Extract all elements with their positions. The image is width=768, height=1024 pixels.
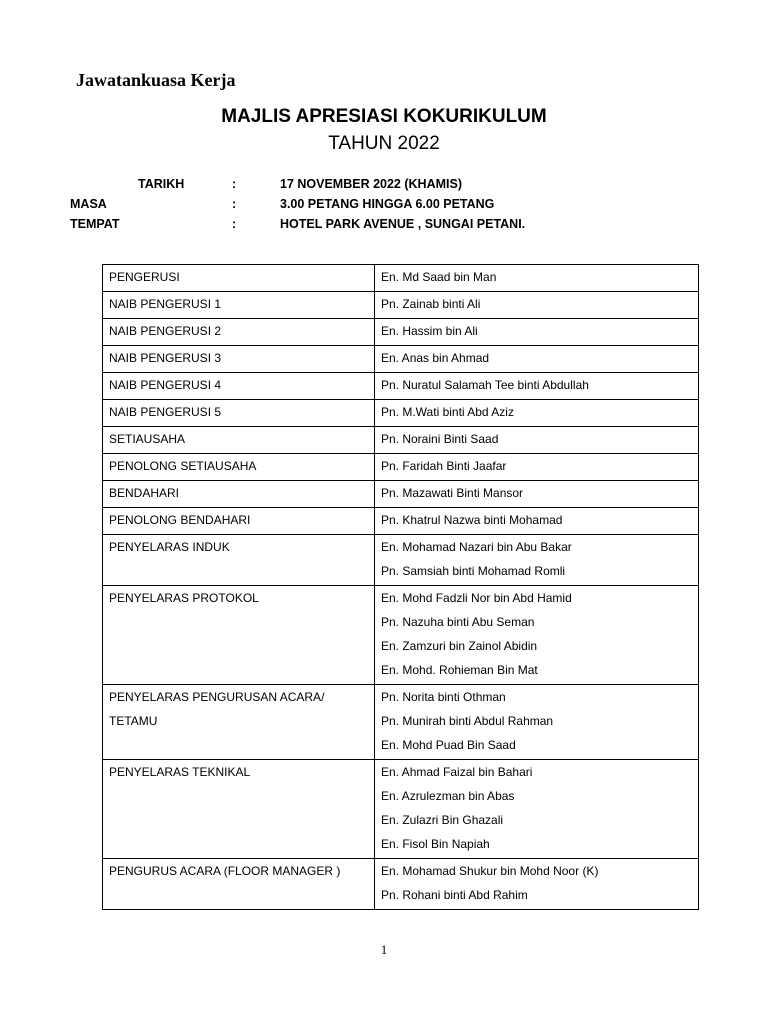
committee-row xyxy=(103,265,699,292)
committee-members-cell xyxy=(375,859,699,910)
page-number: 1 xyxy=(380,942,388,957)
committee-member: En. Mohamad Shukur bin Mohd Noor (K) xyxy=(381,864,599,878)
committee-member: En. Mohd Puad Bin Saad xyxy=(381,738,516,752)
committee-row xyxy=(103,685,699,760)
committee-member: En. Mohd Fadzli Nor bin Abd Hamid xyxy=(381,591,572,605)
committee-members-cell xyxy=(375,400,699,427)
info-colon: : xyxy=(232,197,237,211)
committee-row xyxy=(103,586,699,685)
committee-member: En. Zamzuri bin Zainol Abidin xyxy=(381,639,538,653)
committee-members-cell xyxy=(375,319,699,346)
committee-members-cell xyxy=(375,508,699,535)
committee-role: NAIB PENGERUSI 1 xyxy=(109,297,222,311)
committee-role: NAIB PENGERUSI 5 xyxy=(109,405,222,419)
committee-role-cell xyxy=(103,427,375,454)
committee-role: PENOLONG BENDAHARI xyxy=(109,513,251,527)
committee-member: Pn. Khatrul Nazwa binti Mohamad xyxy=(381,513,563,527)
committee-members-cell xyxy=(375,586,699,685)
info-label: TEMPAT xyxy=(70,217,120,231)
info-value: 17 NOVEMBER 2022 (KHAMIS) xyxy=(280,177,462,191)
committee-row xyxy=(103,400,699,427)
committee-row xyxy=(103,859,699,910)
committee-member: En. Azrulezman bin Abas xyxy=(381,789,515,803)
info-label: TARIKH xyxy=(138,177,185,191)
committee-role-cell xyxy=(103,508,375,535)
committee-members-cell xyxy=(375,685,699,760)
committee-role-cell xyxy=(103,760,375,859)
info-row-masa xyxy=(0,195,768,213)
committee-role-cell xyxy=(103,265,375,292)
page-subtitle: TAHUN 2022 xyxy=(328,133,440,154)
committee-role-cell xyxy=(103,685,375,760)
committee-row xyxy=(103,481,699,508)
committee-role-cell xyxy=(103,319,375,346)
committee-members-cell xyxy=(375,346,699,373)
committee-member: En. Md Saad bin Man xyxy=(381,270,497,284)
committee-member: En. Hassim bin Ali xyxy=(381,324,478,338)
committee-row xyxy=(103,292,699,319)
committee-member: Pn. Munirah binti Abdul Rahman xyxy=(381,714,554,728)
committee-role: TETAMU xyxy=(109,714,158,728)
committee-role-cell xyxy=(103,400,375,427)
committee-member: En. Mohd. Rohieman Bin Mat xyxy=(381,663,538,677)
info-value: HOTEL PARK AVENUE , SUNGAI PETANI. xyxy=(280,217,526,231)
committee-member: Pn. Samsiah binti Mohamad Romli xyxy=(381,564,566,578)
committee-row xyxy=(103,508,699,535)
committee-role: PENOLONG SETIAUSAHA xyxy=(109,459,257,473)
committee-table xyxy=(102,264,699,910)
committee-member: Pn. M.Wati binti Abd Aziz xyxy=(381,405,514,419)
committee-members-cell xyxy=(375,760,699,859)
document-heading: Jawatankuasa Kerja xyxy=(76,70,236,90)
committee-role: BENDAHARI xyxy=(109,486,180,500)
committee-role: NAIB PENGERUSI 2 xyxy=(109,324,222,338)
committee-members-cell xyxy=(375,427,699,454)
committee-member: Pn. Zainab binti Ali xyxy=(381,297,481,311)
committee-role-cell xyxy=(103,535,375,586)
committee-members-cell xyxy=(375,454,699,481)
committee-row xyxy=(103,454,699,481)
info-row-tempat xyxy=(0,215,768,233)
committee-member: Pn. Nazuha binti Abu Seman xyxy=(381,615,535,629)
committee-members-cell xyxy=(375,481,699,508)
committee-row xyxy=(103,427,699,454)
committee-role-cell xyxy=(103,454,375,481)
committee-role: PENYELARAS PROTOKOL xyxy=(109,591,259,605)
committee-role-cell xyxy=(103,373,375,400)
committee-role: PENGERUSI xyxy=(109,270,180,284)
info-colon: : xyxy=(232,217,237,231)
committee-member: En. Mohamad Nazari bin Abu Bakar xyxy=(381,540,572,554)
committee-table-body xyxy=(103,265,699,910)
committee-members-cell xyxy=(375,535,699,586)
committee-member: Pn. Norita binti Othman xyxy=(381,690,506,704)
page-title: MAJLIS APRESIASI KOKURIKULUM xyxy=(221,106,547,127)
committee-row xyxy=(103,535,699,586)
committee-member: En. Anas bin Ahmad xyxy=(381,351,490,365)
committee-row xyxy=(103,346,699,373)
committee-row xyxy=(103,760,699,859)
committee-members-cell xyxy=(375,292,699,319)
committee-member: En. Zulazri Bin Ghazali xyxy=(381,813,504,827)
committee-role-cell xyxy=(103,859,375,910)
committee-role: PENYELARAS PENGURUSAN ACARA/ xyxy=(109,690,325,704)
committee-role: SETIAUSAHA xyxy=(109,432,186,446)
committee-role: PENGURUS ACARA (FLOOR MANAGER ) xyxy=(109,864,341,878)
info-colon: : xyxy=(232,177,237,191)
info-value: 3.00 PETANG HINGGA 6.00 PETANG xyxy=(280,197,495,211)
committee-member: Pn. Noraini Binti Saad xyxy=(381,432,499,446)
committee-members-cell xyxy=(375,265,699,292)
committee-role: NAIB PENGERUSI 3 xyxy=(109,351,222,365)
committee-role-cell xyxy=(103,292,375,319)
committee-member: En. Ahmad Faizal bin Bahari xyxy=(381,765,533,779)
committee-members-cell xyxy=(375,373,699,400)
committee-member: En. Fisol Bin Napiah xyxy=(381,837,490,851)
committee-member: Pn. Mazawati Binti Mansor xyxy=(381,486,524,500)
committee-role-cell xyxy=(103,586,375,685)
committee-role: PENYELARAS INDUK xyxy=(109,540,230,554)
committee-member: Pn. Faridah Binti Jaafar xyxy=(381,459,507,473)
info-label: MASA xyxy=(70,197,107,211)
committee-role-cell xyxy=(103,481,375,508)
info-row-tarikh xyxy=(0,175,768,193)
committee-role: NAIB PENGERUSI 4 xyxy=(109,378,222,392)
committee-member: Pn. Nuratul Salamah Tee binti Abdullah xyxy=(381,378,589,392)
committee-member: Pn. Rohani binti Abd Rahim xyxy=(381,888,528,902)
committee-row xyxy=(103,319,699,346)
committee-role-cell xyxy=(103,346,375,373)
committee-row xyxy=(103,373,699,400)
committee-role: PENYELARAS TEKNIKAL xyxy=(109,765,251,779)
